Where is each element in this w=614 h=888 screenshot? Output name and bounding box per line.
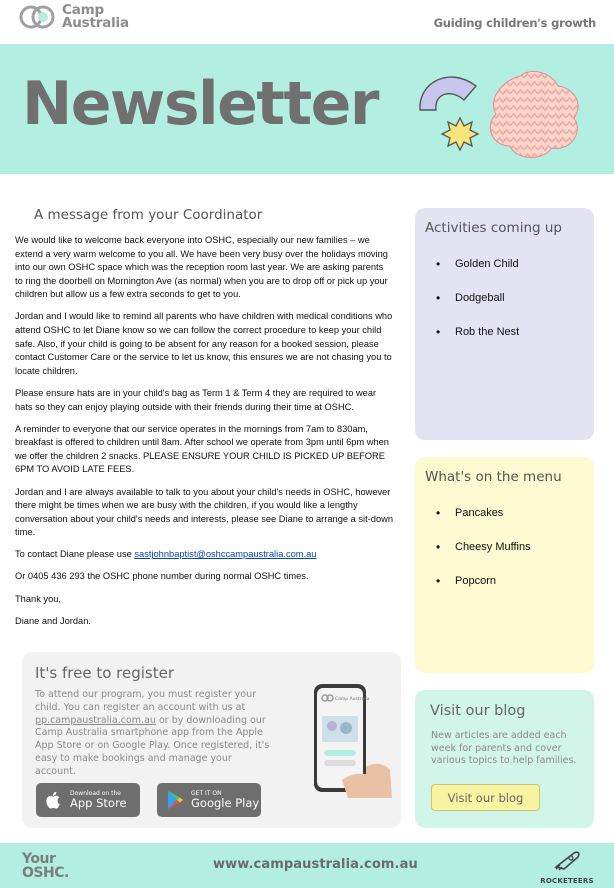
rocketeers-logo [532, 849, 602, 885]
activities-title: Activities coming up [425, 220, 563, 236]
paragraph-medical: Jordan and I would like to remind all parents who have children with medical conditions who attend OSHC to let Diane know so we can follow the correct procedure to keep your child safe. Also, if your child is going to be absent for any reason for a booked session, please contact Customer Care or the service to let us know, this ensures we are not chasing you to locate children. [15, 311, 393, 376]
app-store-label: App Store [70, 796, 127, 810]
rocketeers-text: ROCKETEERS [540, 877, 594, 885]
contact-line [15, 548, 393, 562]
footer-logo-line-2: OSHC. [22, 865, 69, 881]
logo-line-1: Camp [62, 2, 104, 18]
menu-item: • Pancakes [415, 507, 531, 541]
activity-item: • Dodgeball [415, 292, 519, 326]
tagline: Guiding children's growth [433, 16, 596, 30]
camp-australia-logo[interactable] [18, 4, 129, 30]
visit-blog-button[interactable]: Visit our blog [431, 784, 540, 811]
top-bar [0, 0, 614, 44]
menu-list [415, 507, 531, 609]
phone-line: Or 0405 436 293 the OSHC phone number during normal OSHC times. [15, 571, 309, 582]
activities-panel [415, 208, 594, 440]
paragraph-hats: Please ensure hats are in your child's bag as Term 1 & Term 4 they are required to wear hats so they can enjoy playing outside with their friends during their time at OSHC. [15, 387, 377, 412]
google-play-label: Google Play [191, 796, 260, 810]
newsletter-title: Newsletter [22, 69, 378, 139]
apple-icon [45, 790, 63, 810]
register-title: It's free to register [35, 664, 175, 682]
your-oshc-logo [22, 852, 69, 880]
paragraph-welcome: We would like to welcome back everyone into OSHC, especially our new families – we extend a very warm welcome to you all. We have been very busy over the holidays moving into our own OSHC space which was the reception room last year. We are asking parents to ring the doorbell on Mornington Ave (as normal) when you are to drop off or pick up your children but allow us a few extra seconds to get to you. [15, 235, 388, 300]
logo-line-2: Australia [62, 15, 129, 31]
contact-prefix: To contact Diane please use [15, 549, 135, 560]
activity-item: • Rob the Nest [415, 326, 519, 360]
newsletter-banner [0, 44, 614, 174]
decorative-shapes-icon [412, 64, 587, 162]
blog-panel [415, 690, 594, 828]
register-text [35, 689, 275, 779]
activity-item: • Golden Child [415, 258, 519, 292]
google-play-small-text: GET IT ON [191, 790, 222, 797]
register-link[interactable]: pp.campaustralia.com.au [35, 714, 156, 726]
rocket-icon [552, 849, 582, 871]
coordinator-heading: A message from your Coordinator [34, 207, 263, 223]
google-play-button[interactable] [157, 783, 261, 817]
register-text-end: or by downloading our Camp Australia smartphone app from the Apple App Store or on Google Play. Once registered, it's easy to make bookings and manage your account. [35, 714, 270, 777]
footer-logo-line-1: Your [22, 851, 56, 867]
paragraph-availability: Jordan and I are always available to talk to you about your child's needs in OSHC, however there might be times when we are busy with the children, if you would like a lengthy conversation about your child's needs and interests, please see Diane to arrange a sit-down time. [15, 486, 394, 538]
blog-title: Visit our blog [430, 703, 526, 719]
google-play-icon [166, 790, 184, 810]
register-text-start: To attend our program, you must register your child. You can register an account with us at [35, 689, 257, 713]
menu-item: • Cheesy Muffins [415, 541, 531, 575]
website-link[interactable]: www.campaustralia.com.au [213, 857, 418, 872]
menu-panel [415, 457, 594, 673]
footer [0, 843, 614, 888]
coordinator-message [15, 206, 393, 637]
app-store-small-text: Download on the [70, 790, 121, 797]
thanks-line: Thank you, [15, 593, 61, 604]
register-box [22, 652, 401, 828]
menu-title: What's on the menu [425, 469, 562, 485]
contact-email-link[interactable]: sastjohnbaptist@oshccampaustralia.com.au [134, 549, 317, 560]
menu-item: • Popcorn [415, 575, 531, 609]
phone-screen-logo: Camp Australia [335, 697, 370, 702]
phone-in-hand-icon [312, 680, 392, 798]
blog-text: New articles are added each week for parents and cover various topics to help families. [431, 730, 577, 766]
paragraph-hours: A reminder to everyone that our service operates in the mornings from 7am to 830am, breakfast is offered to children until 8am. After school we operate from 3pm until 6pm when we offer the children 2 snacks. PLEASE ENSURE YOUR CHILD IS PICKED UP BEFORE 6PM TO AVOID LATE FEES. [15, 423, 389, 475]
activities-list [415, 258, 519, 360]
app-store-button[interactable] [36, 783, 140, 817]
logo-mark-icon [18, 4, 58, 30]
signoff-line: Diane and Jordan. [15, 615, 91, 626]
